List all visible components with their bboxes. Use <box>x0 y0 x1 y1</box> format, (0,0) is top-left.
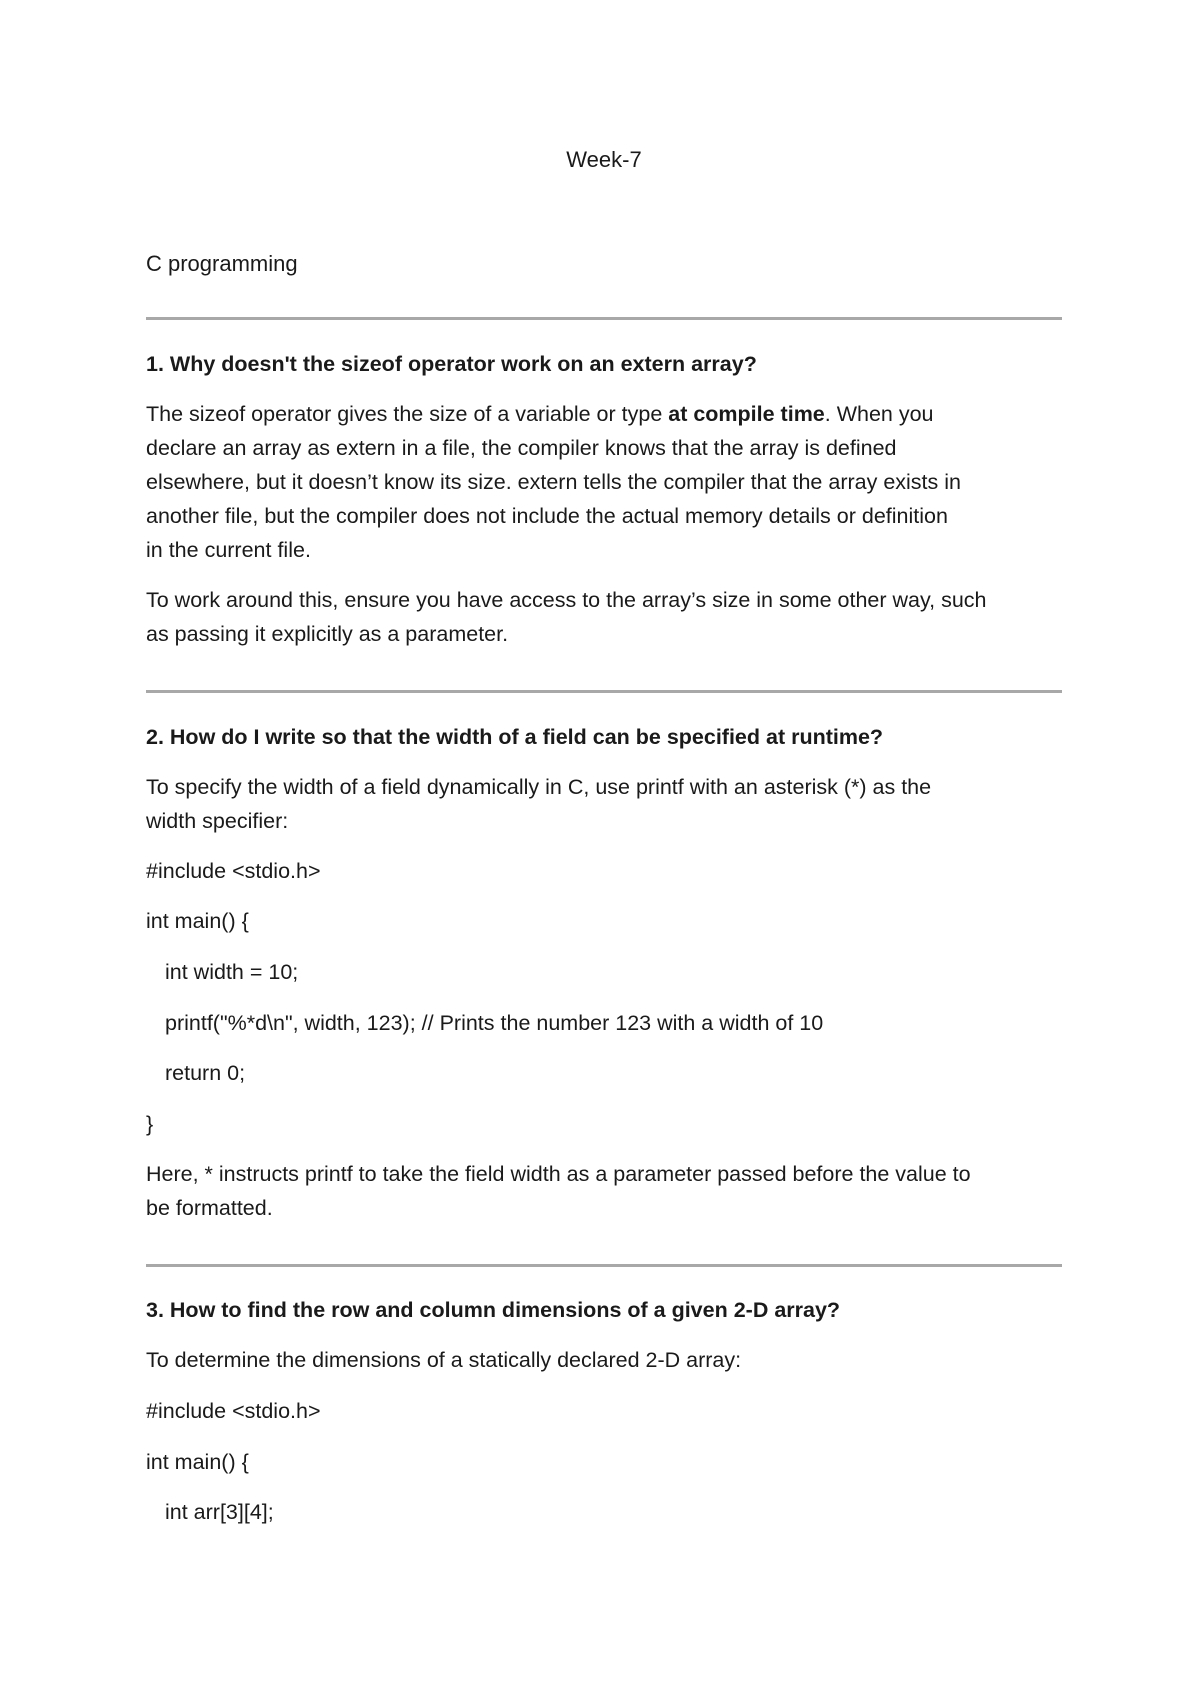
answer-1-line: in the current file. <box>146 538 311 562</box>
answer-1-line: as passing it explicitly as a parameter. <box>146 622 509 646</box>
answer-2-line: width specifier: <box>146 809 289 833</box>
horizontal-rule <box>146 690 1062 693</box>
answer-1-line <box>146 399 934 429</box>
code-line: int arr[3][4]; <box>165 1500 274 1524</box>
code-line: } <box>146 1112 154 1136</box>
answer-1-line: declare an array as extern in a file, the compiler knows that the array is defined <box>146 436 897 460</box>
horizontal-rule <box>146 1264 1062 1267</box>
code-line: int width = 10; <box>165 960 299 984</box>
document-title: Week-7 <box>566 147 642 172</box>
document-subtitle: C programming <box>146 251 298 276</box>
code-line: int main() { <box>146 1450 249 1474</box>
answer-2-line: be formatted. <box>146 1196 273 1220</box>
horizontal-rule <box>146 317 1062 320</box>
answer-1-line: elsewhere, but it doesn’t know its size. extern tells the compiler that the array exists in <box>146 470 961 494</box>
question-2-heading: 2. How do I write so that the width of a field can be specified at runtime? <box>146 725 884 749</box>
question-1-heading: 1. Why doesn't the sizeof operator work on an extern array? <box>146 352 757 376</box>
answer-2-line: Here, * instructs printf to take the field width as a parameter passed before the value to <box>146 1162 971 1186</box>
code-line: return 0; <box>165 1061 246 1085</box>
code-line: printf("%*d\n", width, 123); // Prints the number 123 with a width of 10 <box>165 1011 824 1035</box>
answer-1-text: . When you <box>824 402 934 426</box>
answer-1-text: The sizeof operator gives the size of a variable or type <box>146 402 669 426</box>
code-line: #include <stdio.h> <box>146 859 321 883</box>
answer-3-line: To determine the dimensions of a statically declared 2-D array: <box>146 1348 742 1372</box>
question-3-heading: 3. How to find the row and column dimensions of a given 2-D array? <box>146 1298 841 1322</box>
answer-2-line: To specify the width of a field dynamically in C, use printf with an asterisk (*) as the <box>146 775 932 799</box>
answer-1-emphasis: at compile time <box>668 402 825 426</box>
answer-1-line: another file, but the compiler does not include the actual memory details or definition <box>146 504 948 528</box>
code-line: int main() { <box>146 909 249 933</box>
code-line: #include <stdio.h> <box>146 1399 321 1423</box>
answer-1-line: To work around this, ensure you have access to the array’s size in some other way, such <box>146 588 987 612</box>
